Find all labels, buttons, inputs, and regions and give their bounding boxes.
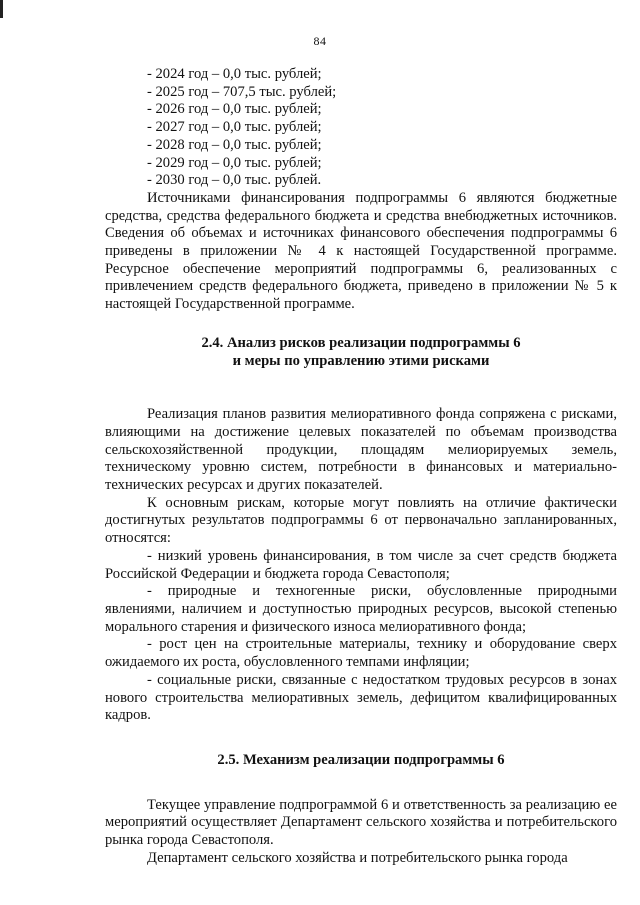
risk-item: - природные и техногенные риски, обусловленные природными явлениями, наличием и доступностью природных ресурсов, высокой степенью морального старения и физического износа мелиоративного фонда; bbox=[105, 583, 617, 635]
funding-years-list bbox=[105, 66, 617, 190]
page-content bbox=[105, 66, 617, 867]
risks-list bbox=[105, 548, 617, 725]
funding-year-line: - 2030 год – 0,0 тыс. рублей. bbox=[147, 172, 322, 189]
section-2-4-heading bbox=[105, 335, 617, 370]
section-2-4-title-line1: 2.4. Анализ рисков реализации подпрограммы 6 bbox=[201, 334, 521, 351]
funding-year-line: - 2028 год – 0,0 тыс. рублей; bbox=[147, 136, 322, 153]
funding-year-line: - 2024 год – 0,0 тыс. рублей; bbox=[147, 66, 322, 82]
funding-sources-paragraph: Источниками финансирования подпрограммы 6 являются бюджетные средства, средства федерального бюджета и средства внебюджетных источников. Сведения об объемах и источниках финансового обеспечения подпрограммы 6 приведены в приложении № 4 к настоящей Государственной программе. Ресурсное обеспечение мероприятий подпрограммы 6, реализованных с привлечением средств федерального бюджета, приведено в приложении № 5 к настоящей Государственной программе. bbox=[105, 189, 617, 313]
section-2-5-heading: 2.5. Механизм реализации подпрограммы 6 bbox=[217, 751, 505, 768]
scan-edge-mark bbox=[0, 0, 3, 18]
page-number: 84 bbox=[313, 34, 327, 48]
risk-item: - низкий уровень финансирования, в том числе за счет средств бюджета Российской Федерации и бюджета города Севастополя; bbox=[105, 547, 617, 582]
department-paragraph: Департамент сельского хозяйства и потребительского рынка города bbox=[147, 849, 568, 866]
management-paragraph: Текущее управление подпрограммой 6 и ответственность за реализацию ее мероприятий осуществляет Департамент сельского хозяйства и потребительского рынка города Севастополя. bbox=[105, 796, 617, 849]
risks-list-intro: К основным рискам, которые могут повлиять на отличие фактически достигнутых результатов подпрограммы 6 от первоначально запланированных, относятся: bbox=[105, 494, 617, 547]
risks-intro-paragraph: Реализация планов развития мелиоративного фонда сопряжена с рисками, влияющими на достижение целевых показателей по объемам производства сельскохозяйственной продукции, площадям мелиорируемых земель, техническому уровню систем, потребности в финансовых и материально-технических ресурсах и других показателей. bbox=[105, 406, 617, 494]
funding-year-line: - 2025 год – 707,5 тыс. рублей; bbox=[147, 83, 337, 100]
section-2-4-title-line2: и меры по управлению этими рисками bbox=[232, 352, 490, 369]
funding-year-line: - 2027 год – 0,0 тыс. рублей; bbox=[147, 119, 322, 136]
funding-year-line: - 2026 год – 0,0 тыс. рублей; bbox=[147, 101, 322, 118]
risk-item: - социальные риски, связанные с недостатком трудовых ресурсов в зонах нового строительства мелиоративных земель, дефицитом квалифицированных кадров. bbox=[105, 671, 617, 724]
risk-item: - рост цен на строительные материалы, технику и оборудование сверх ожидаемого их роста, обусловленного темпами инфляции; bbox=[105, 636, 617, 671]
funding-year-line: - 2029 год – 0,0 тыс. рублей; bbox=[147, 154, 322, 171]
